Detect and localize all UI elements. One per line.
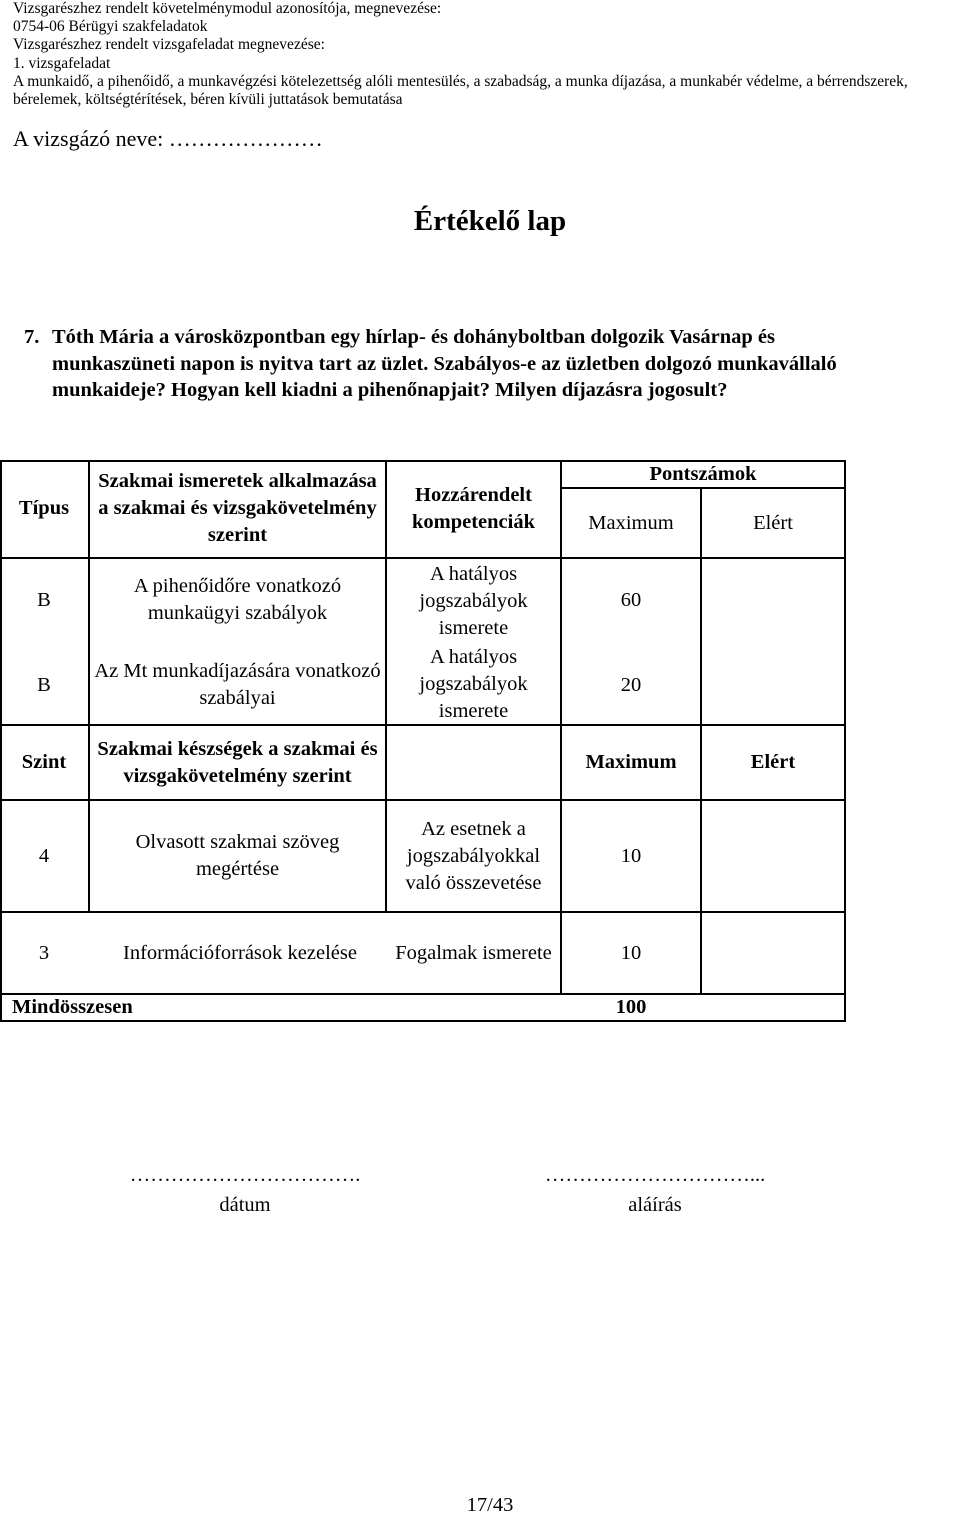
task-line: munkaszüneti napon is nyitva tart az üzlet. Szabályos-e az üzletben dolgozó munkavállaló: [52, 352, 837, 375]
header-block: [13, 0, 908, 109]
header-competencies: Hozzárendelt kompetenciák: [412, 483, 535, 533]
task-number: 7.: [24, 326, 40, 348]
candidate-name-line: A vizsgázó neve: …………………: [13, 126, 323, 151]
evaluation-table: [0, 460, 846, 1022]
skills-header-skills: Szakmai készségek a szakmai és vizsgakövetelmény szerint: [97, 737, 378, 787]
table-border-right: [844, 460, 846, 1022]
row-competency: A hatályos jogszabályok ismerete: [419, 645, 528, 722]
task-line: munkaideje? Hogyan kell kiadni a pihenőnapjait? Milyen díjazásra jogosult?: [52, 379, 728, 401]
date-dots: …………………………….: [129, 1164, 361, 1186]
skills-header-achieved: Elért: [750, 751, 796, 773]
signature-dots: …………………………...: [544, 1164, 766, 1186]
header-knowledge: Szakmai ismeretek alkalmazása a szakmai és vizsgakövetelmény szerint: [98, 470, 377, 546]
skill-max: 10: [620, 941, 642, 964]
skill-competency: Fogalmak ismerete: [395, 941, 552, 964]
row-type: B: [37, 588, 51, 611]
date-block: [110, 1160, 380, 1220]
date-label: dátum: [219, 1194, 271, 1216]
skills-header-level: Szint: [21, 751, 67, 773]
header-achieved: Elért: [753, 511, 793, 534]
skill-level: 3: [38, 941, 50, 964]
skills-header-max: Maximum: [585, 751, 677, 773]
header-line: A munkaidő, a pihenőidő, a munkavégzési kötelezettség alóli mentesülés, a szabadság, a munka díjazása, a munkabér védelme, a bérrendszerek,: [13, 72, 908, 90]
header-line: Vizsgarészhez rendelt követelménymodul azonosítója, megnevezése:: [13, 0, 442, 17]
skill-name: Információforrások kezelése: [123, 941, 357, 964]
row-topic: A pihenőidőre vonatkozó munkaügyi szabályok: [133, 575, 342, 624]
page-number: 17/43: [466, 1494, 514, 1516]
task-line: Tóth Mária a városközpontban egy hírlap- és dohányboltban dolgozik Vasárnap és: [52, 326, 775, 348]
row-max: 20: [620, 673, 642, 696]
header-points: Pontszámok: [649, 462, 757, 485]
header-type: Típus: [18, 497, 70, 519]
total-value: 100: [615, 996, 647, 1018]
skill-competency: Az esetnek a jogszabályokkal való összevetése: [405, 817, 542, 894]
row-max: 60: [620, 588, 642, 611]
signature-block: [510, 1160, 800, 1220]
header-line: bérelemek, költségtérítések, béren kívüli juttatások bemutatása: [13, 91, 403, 109]
header-line: 1. vizsgafeladat: [13, 54, 111, 72]
header-line: 0754-06 Bérügyi szakfeladatok: [13, 18, 208, 36]
header-line: Vizsgarészhez rendelt vizsgafeladat megnevezése:: [13, 36, 325, 54]
skill-name: Olvasott szakmai szöveg megértése: [135, 831, 340, 880]
page-title: Értékelő lap: [413, 205, 567, 237]
row-topic: Az Mt munkadíjazására vonatkozó szabályai: [94, 660, 381, 709]
table-col-rule: [88, 460, 90, 913]
total-label: Mindösszesen: [12, 996, 133, 1018]
row-type: B: [37, 673, 51, 696]
skill-level: 4: [38, 844, 50, 867]
skill-max: 10: [620, 844, 642, 867]
row-competency: A hatályos jogszabályok ismerete: [419, 562, 528, 639]
signature-label: aláírás: [628, 1194, 682, 1216]
task-statement: [24, 324, 960, 404]
header-max: Maximum: [588, 511, 674, 534]
